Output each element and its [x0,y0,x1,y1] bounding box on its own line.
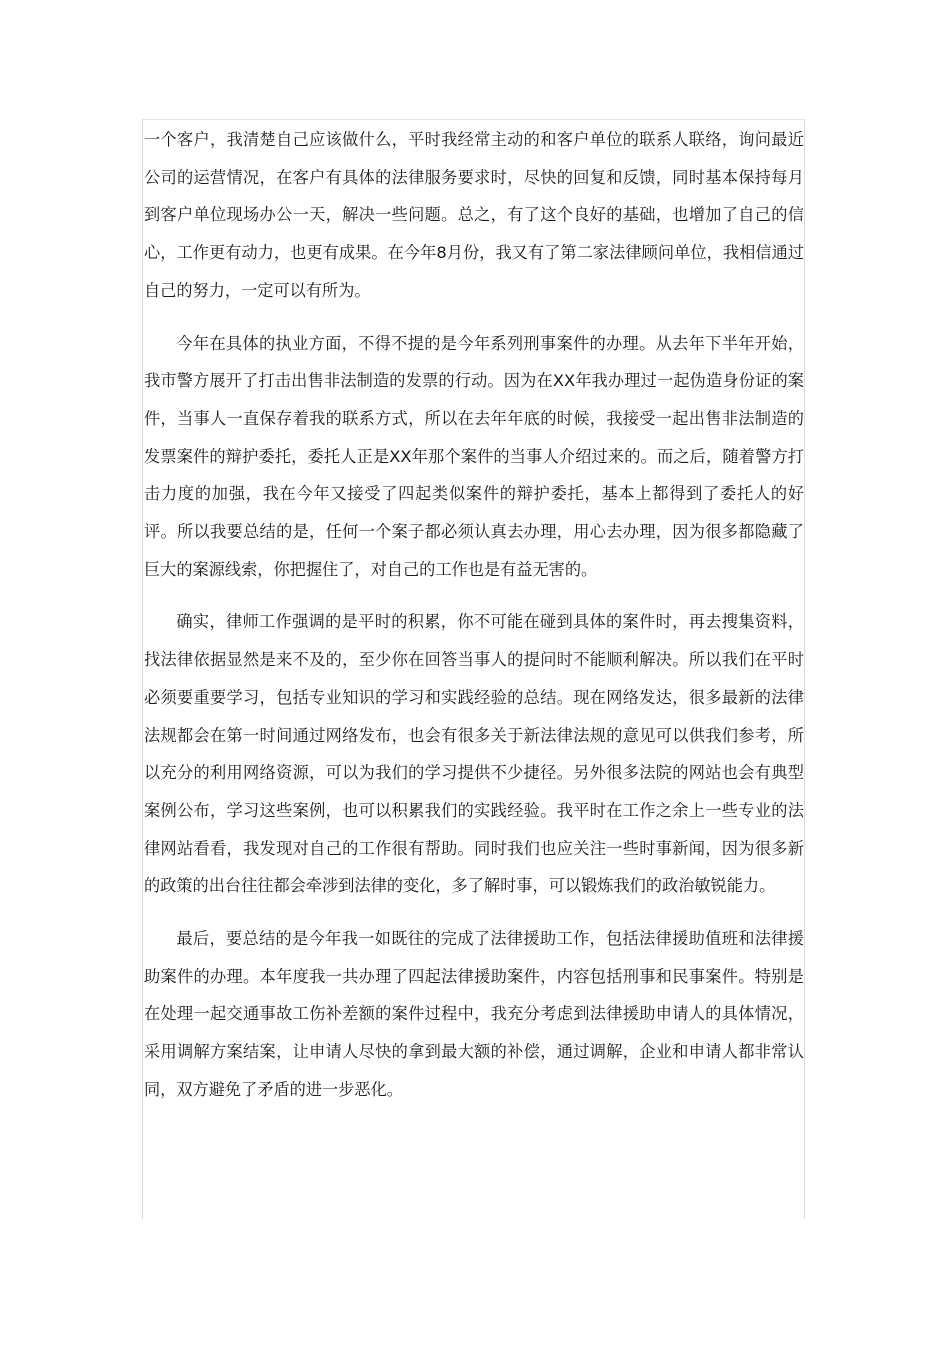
paragraph-3: 确实，律师工作强调的是平时的积累，你不可能在碰到具体的案件时，再去搜集资料，找法律依据显然是来不及的，至少你在回答当事人的提问时不能顺利解决。所以我们在平时必须要重要学习，包括专业知识的学习和实践经验的总结。现在网络发达，很多最新的法律法规都会在第一时间通过网络发布，也会有很多关于新法律法规的意见可以供我们参考，所以充分的利用网络资源，可以为我们的学习提供不少捷径。另外很多法院的网站也会有典型案例公布，学习这些案例，也可以积累我们的实践经验。我平时在工作之余上一些专业的法律网站看看，我发现对自己的工作很有帮助。同时我们也应关注一些时事新闻，因为很多新的政策的出台往往都会牵涉到法律的变化，多了解时事，可以锻炼我们的政治敏锐能力。 [144,612,804,896]
paragraph-2: 今年在具体的执业方面，不得不提的是今年系列刑事案件的办理。从去年下半年开始，我市警方展开了打击出售非法制造的发票的行动。因为在XX年我办理过一起伪造身份证的案件，当事人一直保存着我的联系方式，所以在去年年底的时候，我接受一起出售非法制造的发票案件的辩护委托，委托人正是XX年那个案件的当事人介绍过来的。而之后，随着警方打击力度的加强，我在今年又接受了四起类似案件的辩护委托，基本上都得到了委托人的好评。所以我要总结的是，任何一个案子都必须认真去办理，用心去办理，因为很多都隐藏了巨大的案源线索，你把握住了，对自己的工作也是有益无害的。 [144,333,804,579]
document-body [144,121,804,1109]
paragraph-1: 一个客户，我清楚自己应该做什么，平时我经常主动的和客户单位的联系人联络，询问最近公司的运营情况，在客户有具体的法律服务要求时，尽快的回复和反馈，同时基本保持每月到客户单位现场办公一天，解决一些问题。总之，有了这个良好的基础，也增加了自己的信心，工作更有动力，也更有成果。在今年8月份，我又有了第二家法律顾问单位，我相信通过自己的努力，一定可以有所为。 [144,130,804,300]
paragraph-4: 最后，要总结的是今年我一如既往的完成了法律援助工作，包括法律援助值班和法律援助案件的办理。本年度我一共办理了四起法律援助案件，内容包括刑事和民事案件。特别是在处理一起交通事故工伤补差额的案件过程中，我充分考虑到法律援助申请人的具体情况，采用调解方案结案，让申请人尽快的拿到最大额的补偿，通过调解，企业和申请人都非常认同，双方避免了矛盾的进一步恶化。 [144,929,804,1099]
